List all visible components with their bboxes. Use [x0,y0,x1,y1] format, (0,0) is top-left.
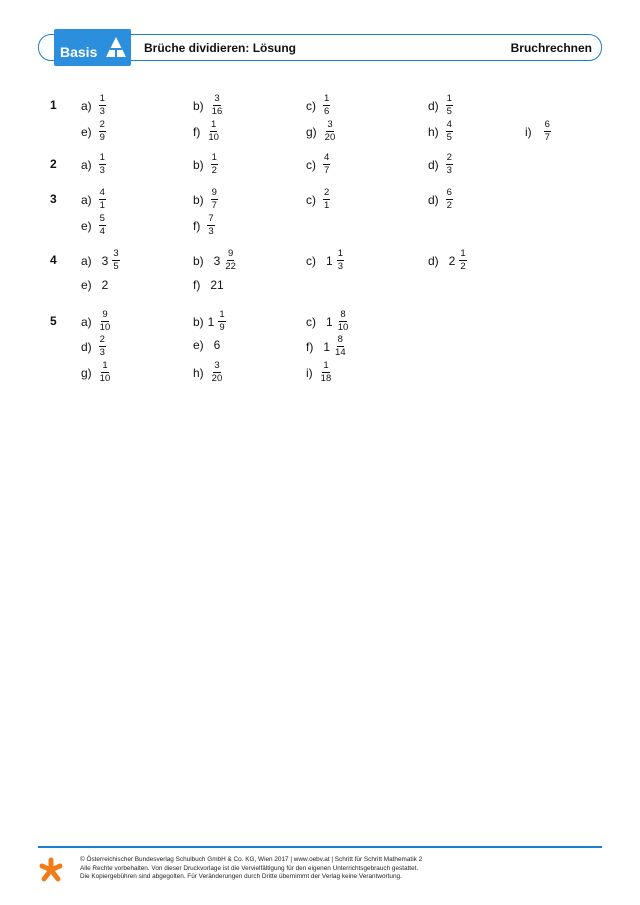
exercise-number: 5 [50,314,57,328]
answer-item: d) $\frac{2}{3}$ [428,152,452,176]
answer-item: e) 2 [81,278,109,292]
footer-divider [38,846,602,848]
answer-item: c) $\frac{1}{6}$ [306,93,330,117]
answer-item: e) $\frac{5}{4}$ [81,213,105,237]
answer-item: i) $\frac{1}{18}$ [306,360,332,384]
worksheet-title: Brüche dividieren: Lösung [144,41,297,55]
exercise-number: 4 [50,253,57,267]
answer-item: d) $\frac{1}{5}$ [428,93,452,117]
answer-item: d) $\frac{6}{2}$ [428,187,452,211]
answer-item: h) $\frac{3}{20}$ [193,360,223,384]
answer-item: b) 3 $\frac{9}{22}$ [193,248,236,272]
worksheet-topic: Bruchrechnen [510,41,592,55]
exercise-number: 3 [50,192,57,206]
answer-item: b) $\frac{9}{7}$ [193,187,217,211]
pyramid-icon [104,35,128,61]
answer-item: a) $\frac{1}{3}$ [81,93,105,117]
answer-item: g) $\frac{1}{10}$ [81,360,111,384]
answer-item: c) 1 $\frac{1}{3}$ [306,248,343,272]
answer-item: b) $\frac{3}{16}$ [193,93,223,117]
answer-item: f) 21 [193,278,224,292]
answer-item: f) $\frac{7}{3}$ [193,213,214,237]
answer-item: e) $\frac{2}{9}$ [81,119,105,143]
answer-item: h) $\frac{4}{5}$ [428,119,452,143]
answer-item: c) $\frac{2}{1}$ [306,187,330,211]
answer-item: a) $\frac{4}{1}$ [81,187,105,211]
answer-item: c) $\frac{4}{7}$ [306,152,330,176]
answer-item: b) 1 $\frac{1}{9}$ [193,309,225,333]
badge-label: Basis [60,44,98,60]
answer-item: e) 6 [193,338,221,352]
answer-item: a) $\frac{1}{3}$ [81,152,105,176]
answer-item: g) $\frac{3}{20}$ [306,119,336,143]
oebv-star-icon [38,857,64,883]
answer-item: b) $\frac{1}{2}$ [193,152,217,176]
exercise-number: 1 [50,98,57,112]
answer-item: a) 3 $\frac{3}{5}$ [81,248,119,272]
answer-item: f) 1 $\frac{8}{14}$ [306,334,346,358]
answer-item: i) $\frac{6}{7}$ [525,119,550,143]
exercise-number: 2 [50,157,57,171]
level-badge [54,29,131,66]
answer-item: d) $\frac{2}{3}$ [81,334,105,358]
footer-copyright: © Österreichischer Bundesverlag Schulbuch GmbH & Co. KG, Wien 2017 | www.oebv.at | Schritt für Schritt Mathematik 2 Alle Rechte vorbehalten. Von dieser Druckvorlage ist die Vervielfältigung für den eigenen Unterrichtsgebrauch gestattet. Die Kopiergebühren sind abgegolten. Für Veränderungen durch Dritte übernimmt der Verlag keine Verantwortung. [80,856,423,881]
answer-item: d) 2 $\frac{1}{2}$ [428,248,466,272]
answer-item: a) $\frac{9}{10}$ [81,309,111,333]
answer-item: c) 1 $\frac{8}{10}$ [306,309,349,333]
answer-item: f) $\frac{1}{10}$ [193,119,219,143]
